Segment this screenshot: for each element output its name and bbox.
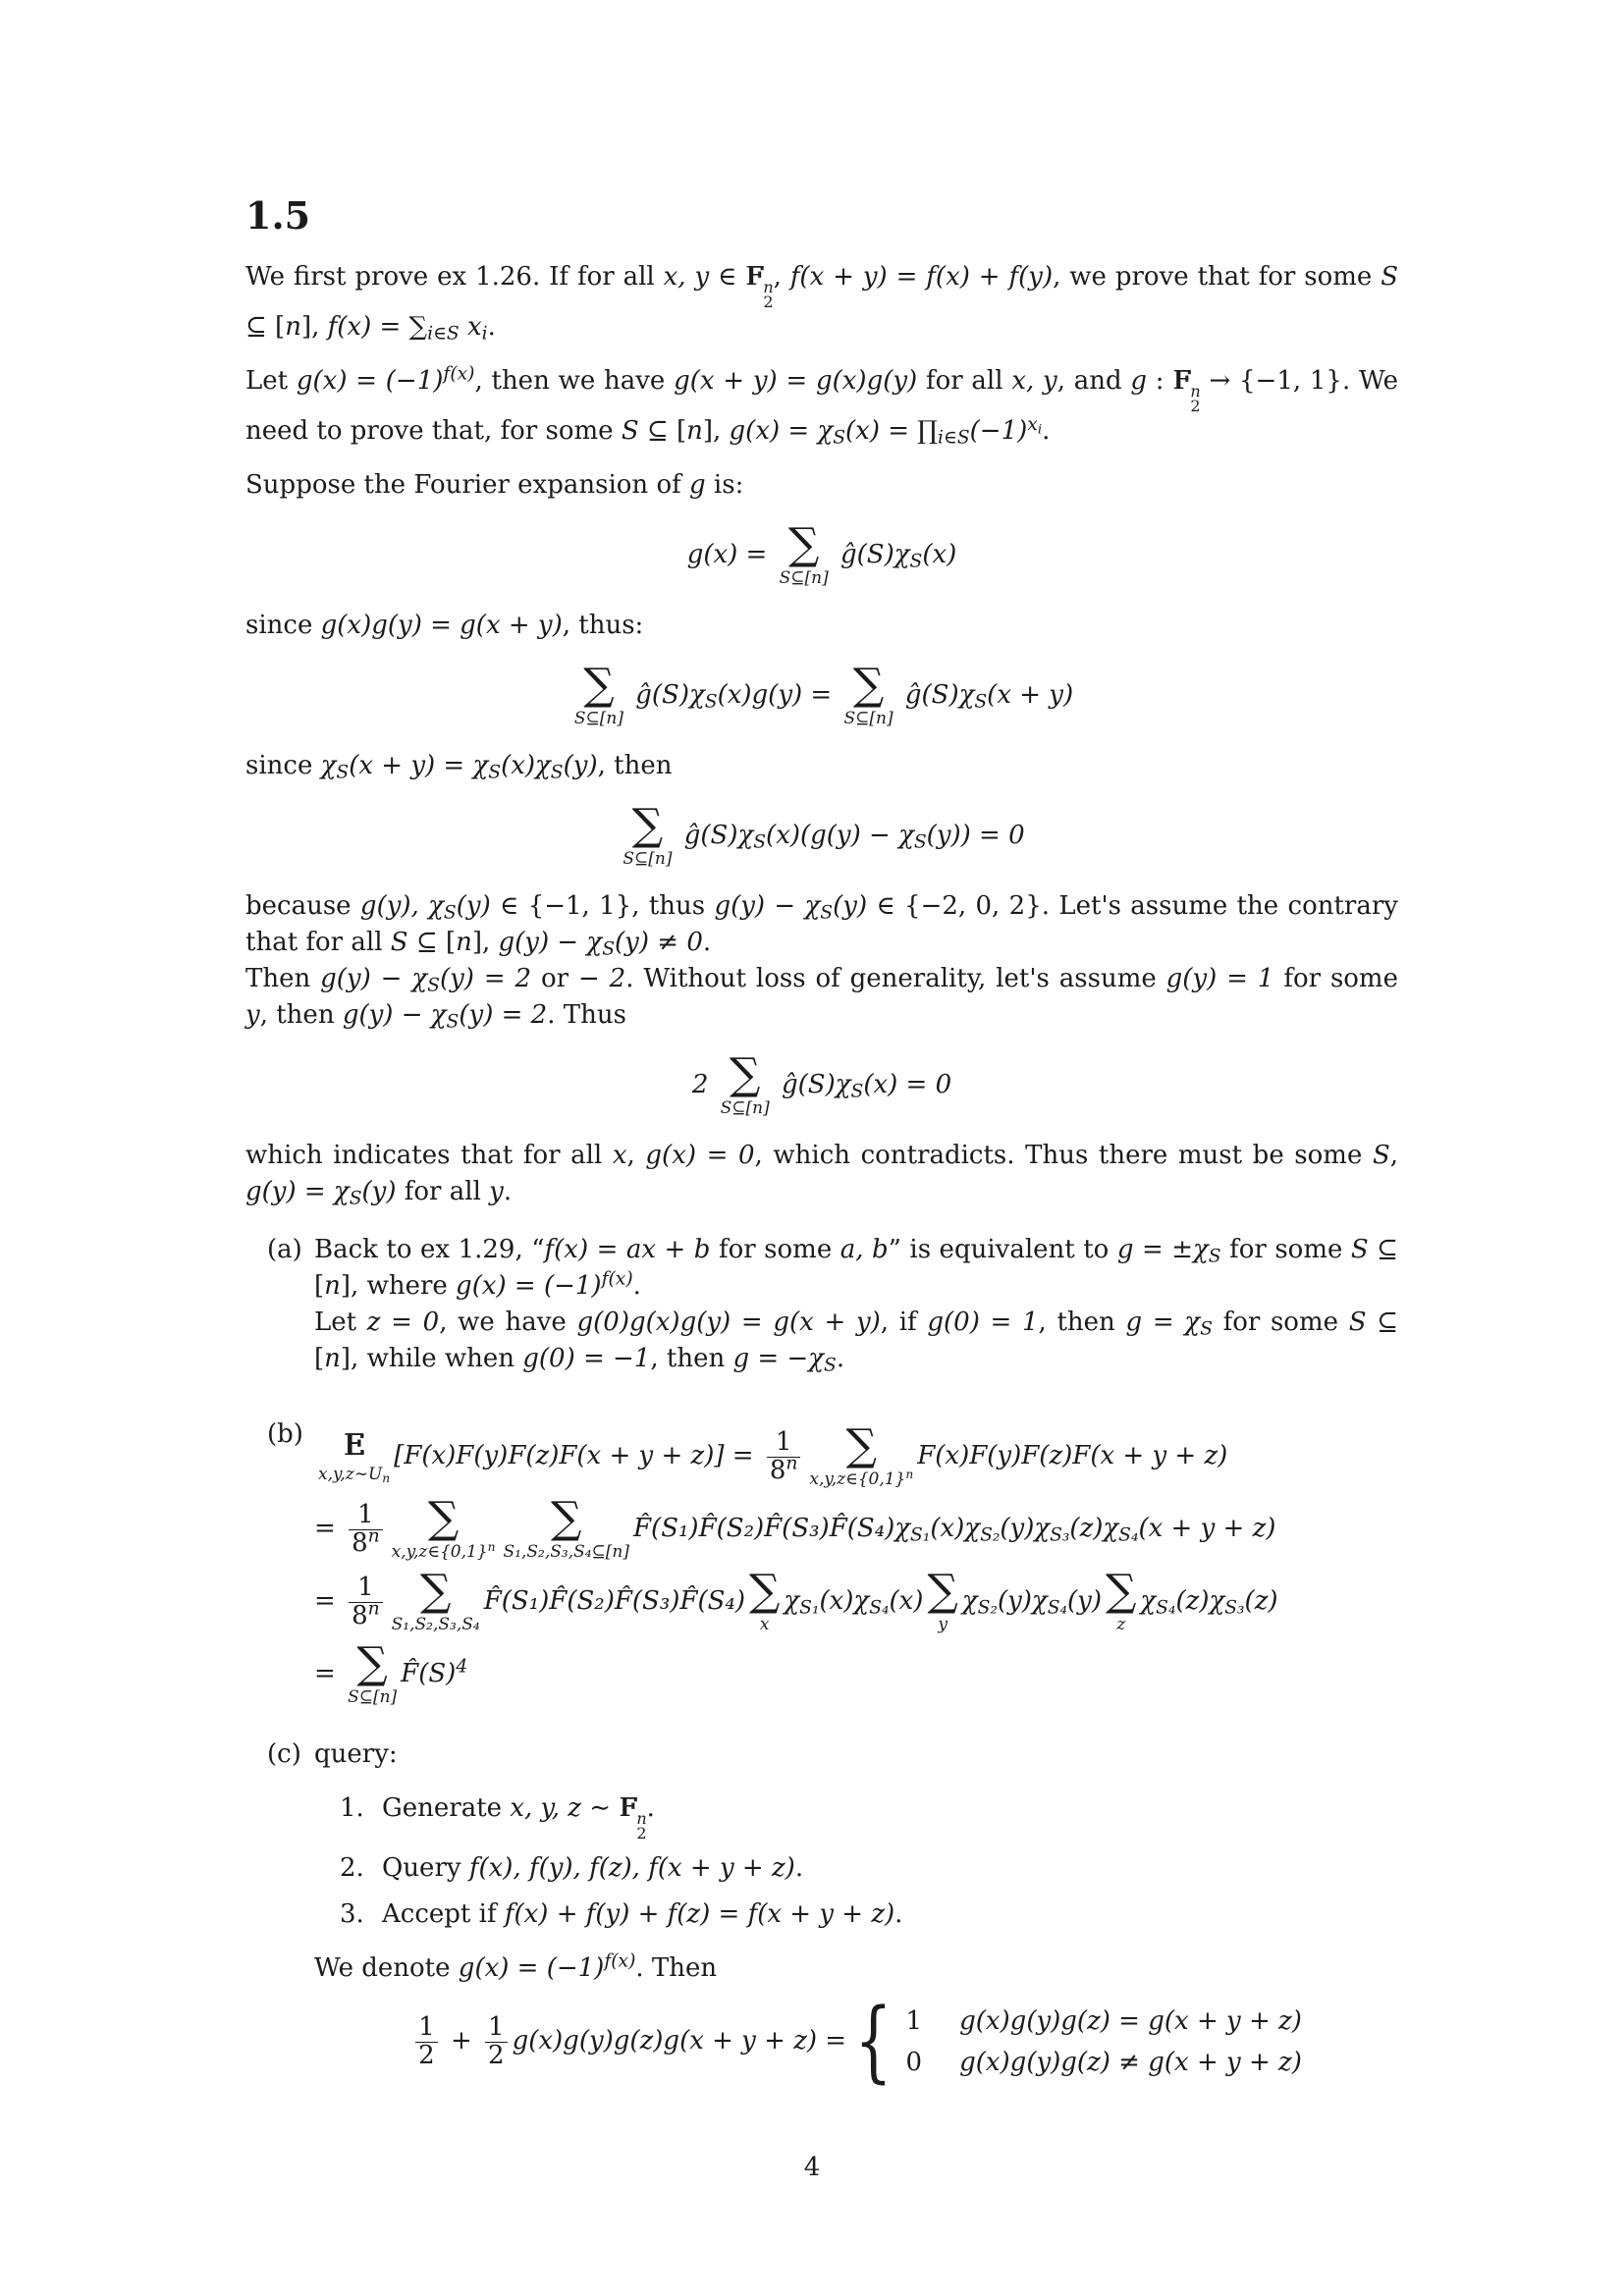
step-text: Generate x, y, z ∼ F F n 2 . — [382, 1790, 655, 1841]
step-item-3 — [340, 1896, 1398, 1933]
step-number: 3. — [340, 1899, 364, 1929]
align-line-3: = $\frac{1}{8^n}$ ∑ S₁,S₂,S₃,S₄ F̂(S₁)F̂(S₂)F̂(S₃)F̂(S₄) ∑ x $\chi_{S_1}(x)\chi_{S_4}(x)$ ∑ y $\chi_{S_2}(y)\chi_{S_4}(y)$ ∑ z $\chi_{S_4}(z)\chi_{S_3}(z)$ — [314, 1566, 1278, 1634]
paragraph-conclusion: which indicates that for all x, g(x) = 0, which contradicts. Thus there must be some S, $g(y) = \chi_S(y)$ for all y. — [245, 1141, 1399, 1209]
item-b-label: (b) — [267, 1419, 303, 1449]
step-text: Query f(x), f(y), f(z), f(x + y + z). — [382, 1853, 804, 1883]
item-c-outro: We denote $g(x) = (-1)^{f(x)}$. Then — [314, 1950, 718, 1983]
item-b-body — [314, 1416, 1398, 1715]
page-number: 4 — [803, 2153, 821, 2182]
step-number: 2. — [340, 1853, 364, 1883]
item-c-body — [314, 1736, 1398, 2097]
item-a-label: (a) — [267, 1235, 302, 1264]
item-c-label: (c) — [267, 1739, 301, 1769]
list-item-c — [245, 1736, 1398, 2097]
step-item-1 — [340, 1790, 1398, 1841]
item-a-body: Back to ex 1.29, “f(x) = ax + b for some a, b” is equivalent to $g = \pm\chi_S$ for some S ⊆ [n], where $g(x) = (-1)^{f(x)}$. Let z = 0, we have g(0)g(x)g(y) = g(x + y), if g(0) = 1, then $g = \chi_S$ for some S ⊆ [n], while when g(0) = −1, then $g = -\chi_S$. — [314, 1235, 1398, 1376]
list-item-b — [245, 1416, 1398, 1715]
align-line-2: = $\frac{1}{8^n}$ ∑ $x,y,z\in\{0,1\}^n$ ∑ S₁,S₂,S₃,S₄⊆[n] $F̂(S_1)F̂(S_2)F̂(S_3)F̂(S_4)\chi_{S_1}(x)\chi_{S_2}(y)\chi_{S_3}(z)\chi_{S_4}(x + y + z)$ — [314, 1493, 1276, 1562]
paragraph-intro: We first prove ex 1.26. If for all x, y ∈ F F n 2 , f(x + y) = f(x) + f(y), we prove that for some S ⊆ [n], $f(x) = \sum_{i\in S}$ $x_i$. — [245, 259, 1398, 346]
equation-zero-sum: ∑ S⊆[n] $ĝ(S)\chi_S(x)(g(y) - \chi_S(y)) = 0$ — [623, 800, 1025, 869]
paragraph-since-character: since $\chi_S(x + y) = \chi_S(x)\chi_S(y)$, then — [245, 751, 673, 783]
align-line-4: = ∑ S⊆[n] $F̂(S)^4$ — [314, 1638, 468, 1707]
paragraph-since-product: since g(x)g(y) = g(x + y), thus: — [245, 611, 644, 640]
equation-fourier-expansion: g(x) = ∑ S⊆[n] $ĝ(S)\chi_S(x)$ — [686, 519, 957, 588]
item-c-intro: query: — [314, 1739, 398, 1769]
list-item-a — [245, 1232, 1398, 1395]
paragraph-contradiction-setup: because g(y), $\chi_S(y)$ ∈ {−1, 1}, thus $g(y) - \chi_S(y)$ ∈ {−2, 0, 2}. Let's assume the contrary that for all S ⊆ [n], $g(y) - \chi_S(y) \ne 0$. Then $g(y) - \chi_S(y) = 2$ or − 2. Without loss of generality, let's assume g(y) = 1 for some y, then $g(y) - \chi_S(y) = 2$. Thus — [245, 891, 1398, 1033]
step-item-2 — [340, 1850, 1398, 1887]
equation-cases: $\frac{1}{2}$ + $\frac{1}{2}$ g(x)g(y)g(z)g(x + y + z) = { 1 g(x)g(y)g(z) = g(x + y + z) 0 g(x)g(y)g(z) ≠ g(x + y + z) — [314, 2006, 1398, 2077]
step-number: 1. — [340, 1793, 364, 1823]
paragraph-fourier-expansion: Suppose the Fourier expansion of g is: — [245, 470, 744, 500]
section-heading: 1.5 — [245, 193, 311, 238]
step-text: Accept if f(x) + f(y) + f(z) = f(x + y + z). — [382, 1899, 903, 1929]
equation-sum-equality: ∑ S⊆[n] $ĝ(S)\chi_S(x)g(y)$ = ∑ S⊆[n] $ĝ(S)\chi_S(x + y)$ — [573, 660, 1074, 728]
paragraph-define-g: Let $g(x) = (-1)^{f(x)}$, then we have g(x + y) = g(x)g(y) for all x, y, and g : F F n 2 → {−1, 1}. We need to prove that, for some S ⊆ [n], $g(x) = \chi_S(x)$ = $\prod_{i\in S}(-1)^{x_i}$. — [245, 363, 1398, 450]
steps-list — [340, 1790, 1398, 1933]
align-line-1: E E $x,y,z\sim U_n$ [F(x)F(y)F(z)F(x + y + z)] = $\frac{1}{8^n}$ ∑ $x,y,z\in\{0,1\}^n$ F(x)F(y)F(z)F(x + y + z) — [314, 1424, 1398, 1489]
equation-two-sum-zero: 2 ∑ S⊆[n] $ĝ(S)\chi_S(x) = 0$ — [691, 1049, 952, 1118]
